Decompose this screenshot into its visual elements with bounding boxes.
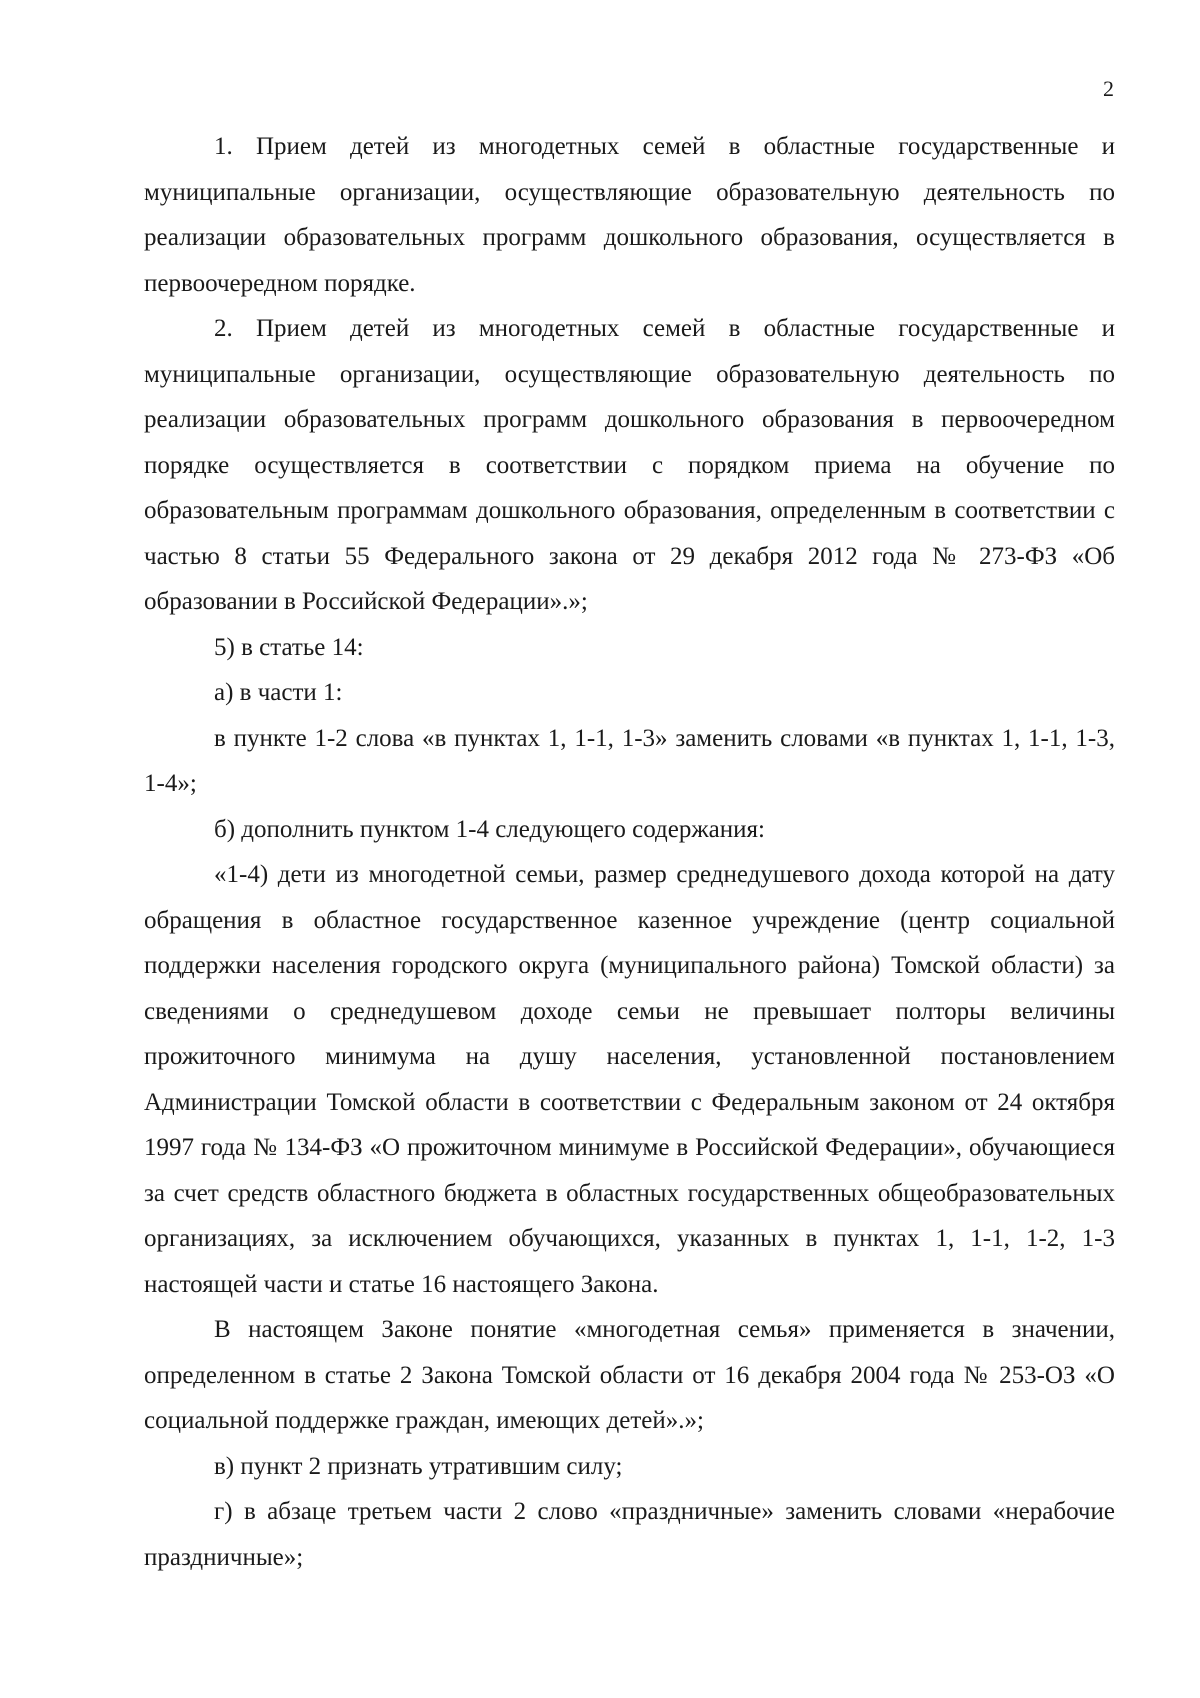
- paragraph-clause-1-4: «1-4) дети из многодетной семьи, размер среднедушевого дохода которой на дату обращения в областное государственное казенное учреждение (центр социальной поддержки населения городского округа (муниципального района) Томской области) за сведениями о среднедушевом доходе семьи не превышает полторы величины прожиточного минимума на душу населения, установленной постановлением Администрации Томской области в соответствии с Федеральным законом от 24 октября 1997 года № 134-ФЗ «О прожиточном минимуме в Российской Федерации», обучающиеся за счет средств областного бюджета в областных государственных общеобразовательных организациях, за исключением обучающихся, указанных в пунктах 1, 1-1, 1-2, 1-3 настоящей части и статье 16 настоящего Закона.: [144, 861, 1115, 1298]
- paragraph-sub-b: б) дополнить пунктом 1-4 следующего содержания:: [214, 815, 765, 843]
- paragraph-clause-1-2: в пункте 1-2 слова «в пунктах 1, 1-1, 1-3» заменить словами «в пунктах 1, 1-1, 1-3, 1-4»;: [144, 724, 1115, 797]
- paragraph-item-1: 1. Прием детей из многодетных семей в областные государственные и муниципальные организации, осуществляющие образовательную деятельность по реализации образовательных программ дошкольного образования, осуществляется в первоочередном порядке.: [144, 133, 1115, 297]
- paragraph-sub-v: в) пункт 2 признать утратившим силу;: [214, 1452, 623, 1480]
- paragraph-sub-a: а) в части 1:: [214, 679, 343, 706]
- paragraph-article-14: 5) в статье 14:: [214, 633, 364, 661]
- page-number: 2: [1103, 76, 1114, 101]
- paragraph-item-2: 2. Прием детей из многодетных семей в областные государственные и муниципальные организации, осуществляющие образовательную деятельность по реализации образовательных программ дошкольного образования в первоочередном порядке осуществляется в соответствии с порядком приема на обучение по образовательным программам дошкольного образования, определенным в соответствии с частью 8 статьи 55 Федерального закона от 29 декабря 2012 года № 273-ФЗ «Об образовании в Российской Федерации».»;: [144, 315, 1115, 615]
- paragraph-definition: В настоящем Законе понятие «многодетная семья» применяется в значении, определенном в статье 2 Закона Томской области от 16 декабря 2004 года № 253-ОЗ «О социальной поддержке граждан, имеющих детей».»;: [144, 1316, 1115, 1434]
- paragraph-sub-g: г) в абзаце третьем части 2 слово «праздничные» заменить словами «нерабочие праздничные»;: [144, 1498, 1115, 1571]
- document-body: [144, 124, 1115, 1580]
